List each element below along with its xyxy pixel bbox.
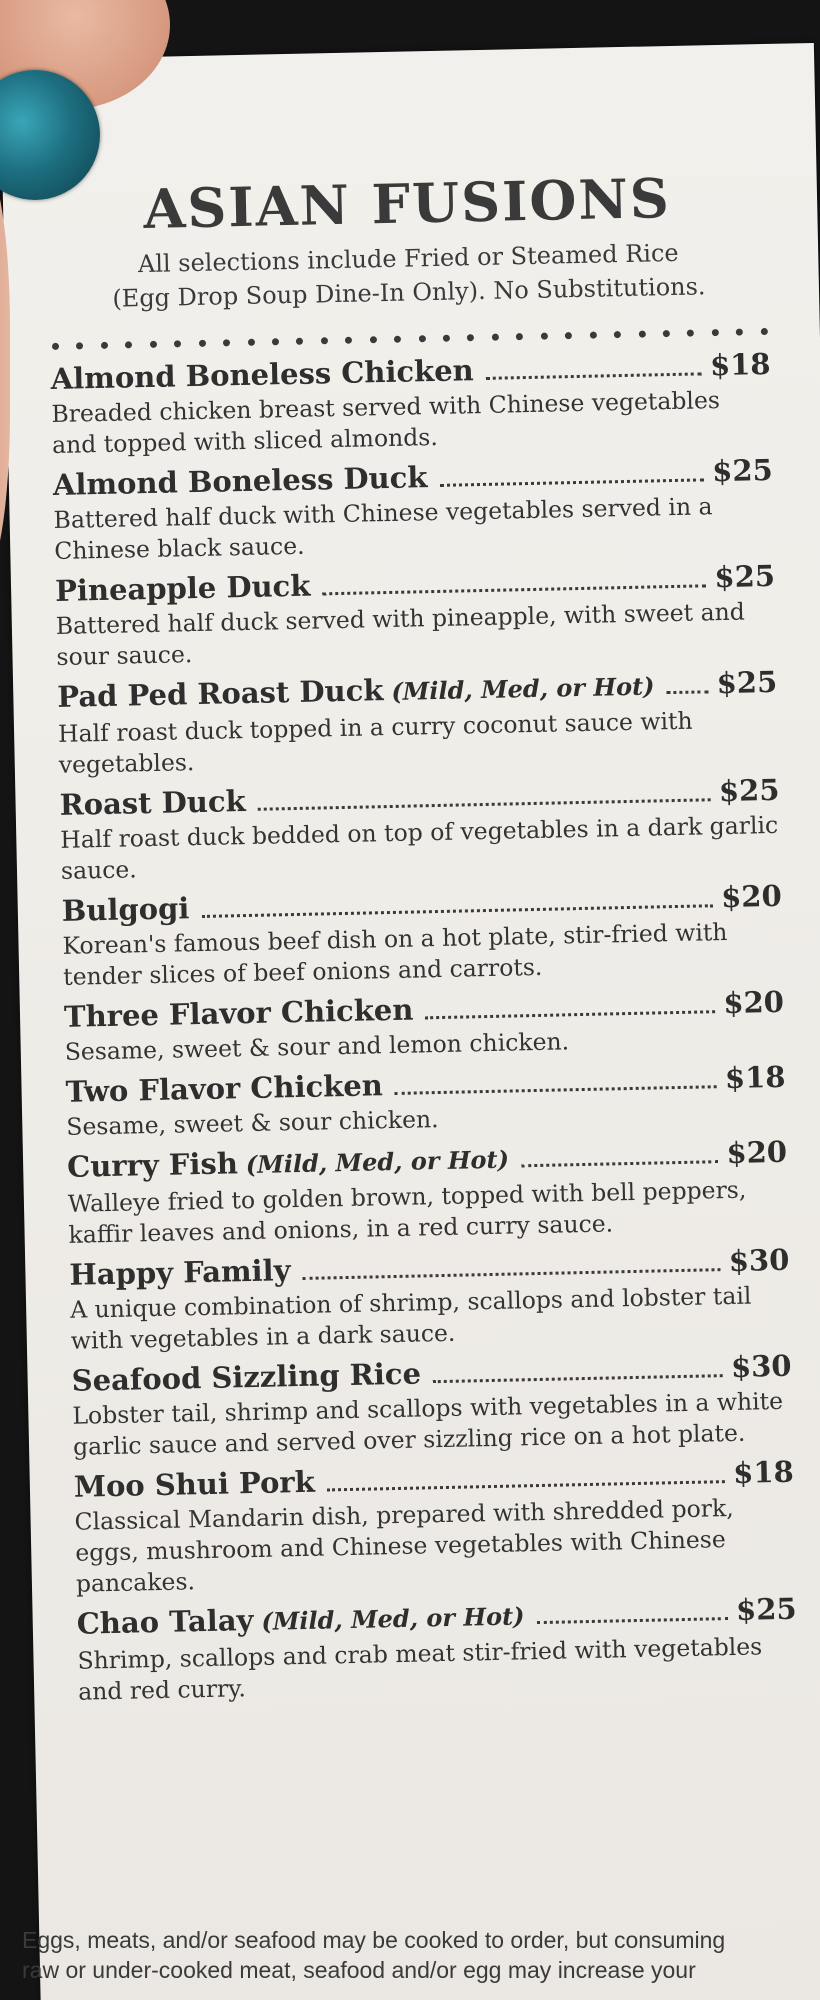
menu-item: [64, 982, 785, 1068]
dot-leader: [201, 904, 713, 918]
menu-item-name: Almond Boneless Duck: [52, 460, 428, 502]
divider-dot: [418, 335, 425, 342]
menu-item: [59, 770, 781, 887]
divider-dot: [736, 328, 743, 335]
dot-leader: [425, 1010, 715, 1019]
divider-dot: [272, 338, 279, 345]
divider-dot: [663, 330, 670, 337]
section-title: ASIAN FUSIONS: [142, 165, 672, 242]
dot-leader: [258, 798, 711, 810]
menu-item-name: Curry Fish: [66, 1146, 239, 1184]
menu-item-description: Half roast duck bedded on top of vegetables in a dark garlic sauce.: [60, 810, 779, 885]
menu-item-name: Three Flavor Chicken: [63, 992, 414, 1034]
menu-item-price: $25: [714, 558, 776, 595]
dot-leader: [667, 690, 709, 694]
divider-dot: [345, 337, 352, 344]
dot-leader: [322, 584, 706, 595]
menu-item: [61, 876, 783, 993]
menu-item-spice-note: (Mild, Med, or Hot): [245, 1144, 510, 1180]
menu-item-name: Happy Family: [69, 1253, 291, 1292]
menu-item-name: Almond Boneless Chicken: [50, 353, 475, 397]
menu-item: [52, 450, 774, 567]
divider-dot: [296, 338, 303, 345]
dot-leader: [433, 1374, 723, 1383]
divider-dot: [712, 329, 719, 336]
divider-dot: [443, 335, 450, 342]
divider-dot: [52, 343, 59, 350]
menu-item-description: Breaded chicken breast served with Chinese vegetables and topped with sliced almonds.: [51, 386, 721, 459]
menu-item-price: $25: [716, 664, 778, 701]
menu-item-spice-note: (Mild, Med, or Hot): [391, 671, 655, 706]
divider-dot: [589, 332, 596, 339]
menu-item: [67, 1132, 789, 1251]
menu-item-description: Korean's famous beef dish on a hot plate, stir-fried with tender slices of beef onions and carrots.: [62, 917, 728, 991]
divider-dot: [394, 336, 401, 343]
divider-dot: [638, 331, 645, 338]
menu-item: [57, 662, 779, 781]
divider-dot: [516, 333, 523, 340]
divider-dot: [541, 333, 548, 340]
dot-leader: [537, 1617, 729, 1624]
divider-dot: [614, 331, 621, 338]
dot-leader: [327, 1480, 726, 1491]
menu-item-price: $18: [709, 346, 771, 383]
menu-item: [76, 1589, 798, 1708]
menu-item-name: Pineapple Duck: [54, 568, 311, 608]
menu-item-name: Roast Duck: [59, 784, 246, 822]
dot-leader: [395, 1085, 717, 1095]
divider-dot: [467, 334, 474, 341]
menu-item-price: $20: [720, 878, 783, 915]
menu-item-name: Moo Shui Pork: [73, 1464, 316, 1504]
menu-item-price: $20: [723, 984, 785, 1021]
divider-dot: [199, 340, 206, 347]
divider-dot: [150, 341, 157, 348]
menu-item-price: $18: [724, 1059, 786, 1096]
menu-item: [55, 556, 777, 673]
menu-item-price: $18: [732, 1454, 795, 1490]
section-subtitle: [48, 234, 769, 317]
menu-item-name: Two Flavor Chicken: [65, 1068, 384, 1109]
subtitle-line-1: All selections include Fried or Steamed Rice: [137, 238, 679, 279]
divider-dot: [223, 339, 230, 346]
menu-item-price: $20: [726, 1134, 788, 1171]
dot-leader: [486, 372, 702, 380]
menu-item-name: Bulgogi: [61, 891, 190, 928]
dot-leader: [440, 478, 705, 487]
menu-item: [65, 1057, 786, 1143]
menu-item-description: Battered half duck with Chinese vegetables served in a Chinese black sauce.: [53, 492, 713, 565]
menu-item-description: Sesame, sweet & sour and lemon chicken.: [64, 1027, 570, 1066]
menu-item-name: Chao Talay: [76, 1603, 254, 1641]
dot-leader: [521, 1160, 719, 1167]
divider-dot: [101, 342, 108, 349]
menu-item-description: Lobster tail, shrimp and scallops with vegetables in a white garlic sauce and served over sizzling rice on a hot plate.: [72, 1386, 784, 1461]
menu-item: [71, 1346, 793, 1463]
divider-dot: [687, 330, 694, 337]
menu-item-description: A unique combination of shrimp, scallops and lobster tail with vegetables in a dark sauce.: [69, 1281, 752, 1355]
menu-item-price: $25: [711, 452, 774, 489]
menu-item-description: Battered half duck served with pineapple, with sweet and sour sauce.: [55, 597, 746, 671]
menu-item-price: $30: [728, 1242, 790, 1278]
divider-dot: [174, 340, 181, 347]
menu-item-description: Sesame, sweet & sour chicken.: [66, 1105, 439, 1141]
menu-page: [0, 43, 820, 2000]
menu-item-name: Pad Ped Roast Duck: [56, 673, 384, 714]
menu-item-price: $30: [730, 1348, 792, 1384]
menu-item-list: [50, 344, 798, 1708]
divider-dot: [125, 341, 132, 348]
menu-item-description: Walleye fried to golden brown, topped with bell peppers, kaffir leaves and onions, in a red curry sauce.: [67, 1175, 747, 1249]
notice-line-2: raw or under-cooked meat, seafood and/or egg may increase your: [22, 1957, 696, 1983]
menu-item-description: Classical Mandarin dish, prepared with shredded pork, eggs, mushroom and Chinese vegetables with Chinese pancakes.: [74, 1493, 734, 1598]
divider-dot: [565, 332, 572, 339]
menu-item-description: Shrimp, scallops and crab meat stir-fried with vegetables and red curry.: [77, 1632, 763, 1706]
menu-item-price: $25: [735, 1591, 797, 1627]
menu-item-spice-note: (Mild, Med, or Hot): [261, 1601, 525, 1636]
divider-dot: [321, 337, 328, 344]
menu-item-name: Seafood Sizzling Rice: [71, 1356, 422, 1398]
menu-content: [47, 164, 799, 1708]
menu-item: [69, 1240, 791, 1357]
divider-dot: [247, 339, 254, 346]
divider-dot: [760, 328, 767, 335]
menu-item-description: Half roast duck topped in a curry coconut sauce with vegetables.: [57, 706, 693, 779]
divider-dot: [492, 334, 499, 341]
dot-leader: [303, 1268, 721, 1280]
menu-item: [73, 1452, 796, 1600]
notice-line-1: Eggs, meats, and/or seafood may be cooked to order, but consuming: [22, 1927, 726, 1953]
menu-item: [50, 344, 772, 461]
menu-item-price: $25: [718, 772, 780, 809]
divider-dot: [76, 342, 83, 349]
subtitle-line-2: (Egg Drop Soup Dine-In Only). No Substitutions.: [112, 272, 706, 313]
food-safety-notice: [22, 1925, 782, 1985]
divider-dot: [370, 336, 377, 343]
